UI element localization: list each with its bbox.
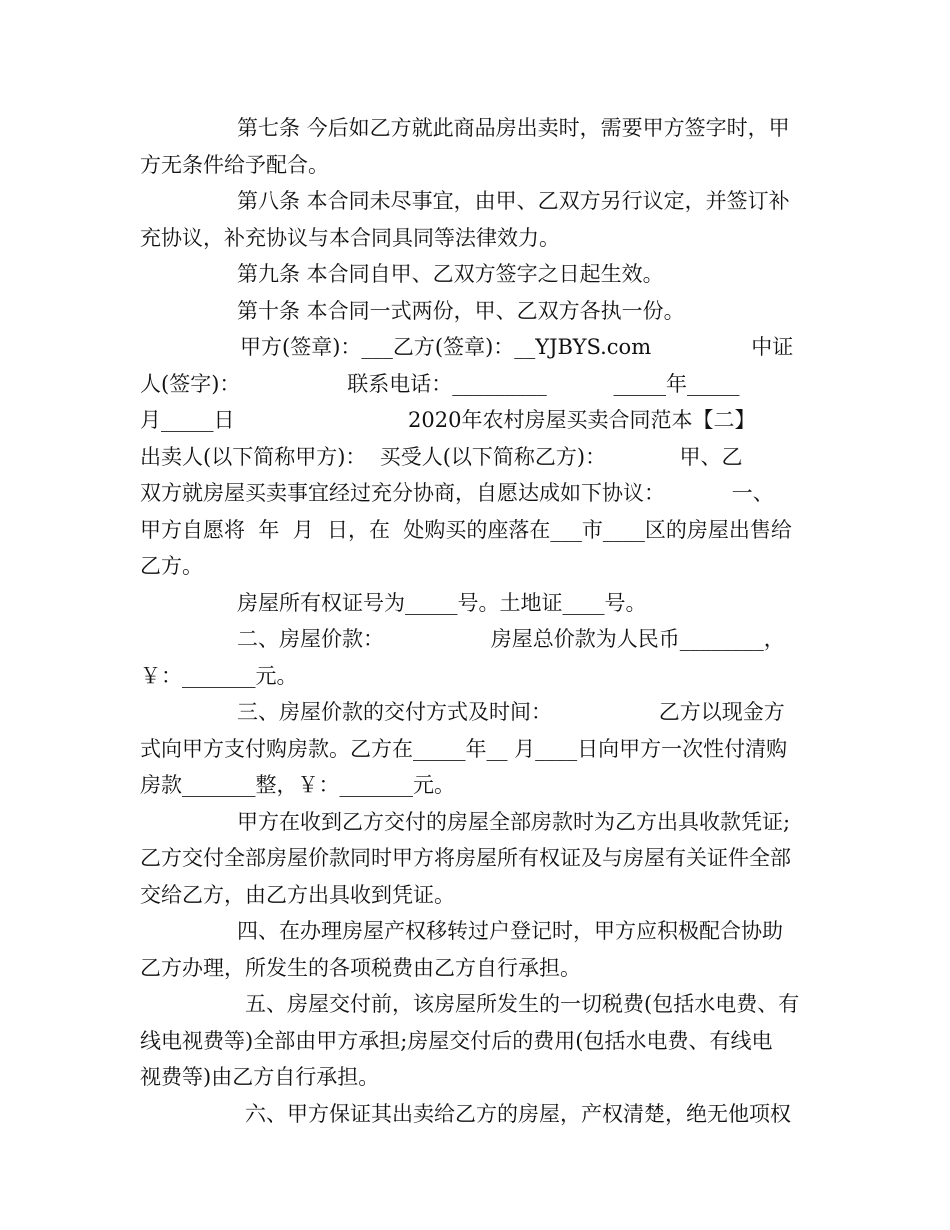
text-line: 视费等)由乙方自行承担。 (140, 1065, 380, 1089)
text-line: 房款_______整，￥：_______元。 (140, 773, 455, 797)
text-line: 第九条 本合同自甲、乙双方签字之日起生效。 (237, 262, 664, 286)
signature-line: 甲方(签章)：___乙方(签章)：__YJBYS.com 中证 (240, 335, 794, 359)
text-line: 交给乙方，由乙方出具收到凭证。 (140, 882, 455, 907)
text-line: 方无条件给予配合。 (140, 152, 329, 177)
text-line: 乙方。 (140, 554, 203, 578)
text-line: 第七条 今后如乙方就此商品房出卖时，需要甲方签字时，甲 (237, 116, 790, 140)
section-heading-line: 月_____日 2020年农村房屋买卖合同范本【二】 (140, 408, 756, 432)
text-line: 出卖人(以下简称甲方)： 买受人(以下简称乙方)： 甲、乙 (140, 444, 743, 469)
text-line: ￥：_______元。 (140, 663, 298, 688)
text-line: 第十条 本合同一式两份，甲、乙双方各执一份。 (237, 298, 685, 323)
document-body (140, 110, 815, 1132)
text-line: 甲方在收到乙方交付的房屋全部房款时为乙方出具收款凭证; (237, 809, 791, 834)
text-line: 乙方办理，所发生的各项税费由乙方自行承担。 (140, 955, 581, 980)
text-line: 充协议，补充协议与本合同具同等法律效力。 (140, 225, 560, 250)
text-line: 甲方自愿将 年 月 日，在 处购买的座落在___市____区的房屋出售给 (140, 517, 792, 542)
text-line: 第八条 本合同未尽事宜，由甲、乙双方另行议定，并签订补 (237, 189, 790, 213)
text-line: 四、在办理房屋产权移转过户登记时，甲方应积极配合协助 (237, 919, 783, 943)
text-line: 式向甲方支付购房款。乙方在_____年__ 月____日向甲方一次性付清购 (140, 736, 788, 761)
text-line: 二、房屋价款： 房屋总价款为人民币________， (237, 627, 785, 651)
text-line: 乙方交付全部房屋价款同时甲方将房屋所有权证及与房屋有关证件全部 (140, 846, 791, 870)
text-line: 房屋所有权证号为_____号。土地证____号。 (237, 590, 647, 615)
text-line: 五、房屋交付前，该房屋所发生的一切税费(包括水电费、有 (245, 992, 800, 1016)
signature-line: 人(签字)： 联系电话：_________ _____年_____ (140, 371, 740, 396)
text-line: 线电视费等)全部由甲方承担;房屋交付后的费用(包括水电费、有线电 (140, 1028, 773, 1053)
text-line: 六、甲方保证其出卖给乙方的房屋，产权清楚，绝无他项权 (245, 1101, 791, 1126)
text-line: 三、房屋价款的交付方式及时间： 乙方以现金方 (237, 700, 785, 724)
text-line: 双方就房屋买卖事宜经过充分协商，自愿达成如下协议： 一、 (140, 481, 774, 505)
